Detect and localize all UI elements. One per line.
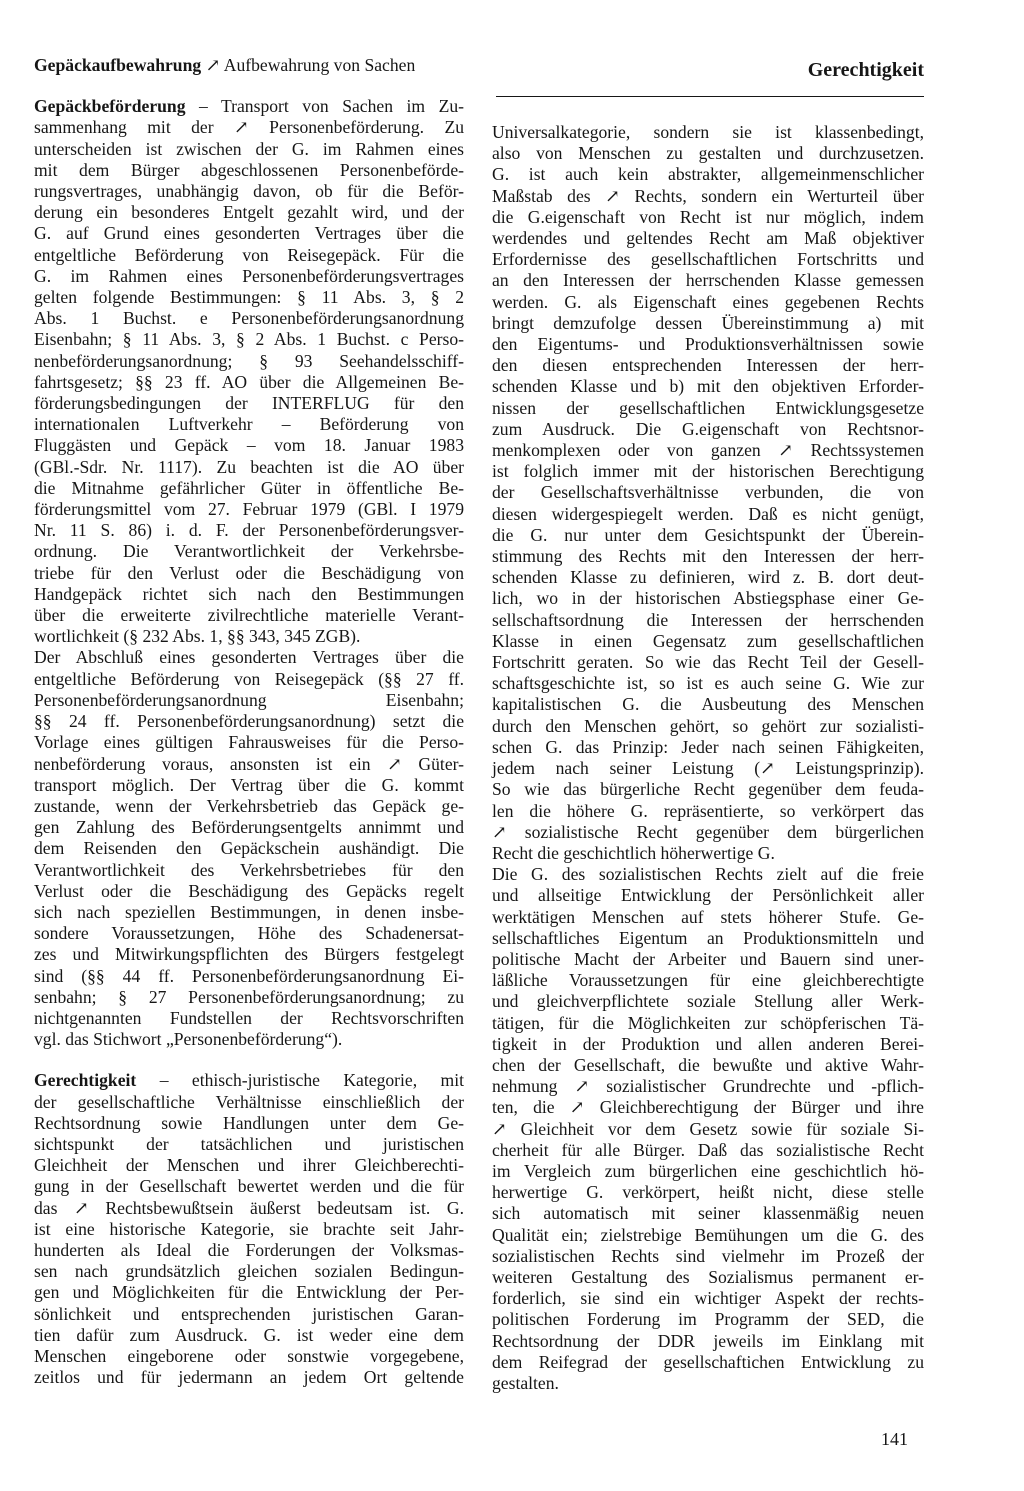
line-text: vgl. das Stichwort „Personenbeförderung“). xyxy=(34,1029,343,1050)
text-line xyxy=(34,139,464,160)
text-line xyxy=(34,1282,464,1303)
text-line xyxy=(34,541,464,562)
line-text: bringt demzufolge dessen Übereinstimmung a) mit xyxy=(492,312,924,333)
line-text: Die G. des sozialistischen Rechts zielt auf die freie xyxy=(492,864,924,885)
line-text: gestalten. xyxy=(492,1372,559,1393)
line-text: unterscheiden ist zwischen der G. im Rahmen eines xyxy=(34,138,464,159)
line-text: Der Abschluß eines gesonderten Vertrages über die xyxy=(34,647,464,668)
line-text: läßliche Voraussetzungen für eine gleichberechtigte xyxy=(492,970,924,991)
line-text: gung in der Gesellschaft bewertet werden und die für xyxy=(34,1176,464,1197)
text-line xyxy=(492,1161,924,1182)
text-line xyxy=(34,732,464,753)
text-line xyxy=(492,716,924,737)
text-line xyxy=(492,843,924,864)
line-text: Rechtsordnung sowie Handlungen unter dem Ge- xyxy=(34,1112,464,1133)
line-text: schen G. das Prinzip: Jeder nach seinen Fähigkeiten, xyxy=(492,736,924,757)
line-text: an den Interessen der herrschenden Klasse gemessen xyxy=(492,270,924,291)
text-line xyxy=(492,991,924,1012)
text-line xyxy=(492,1182,924,1203)
line-text: schenden Klasse zu definieren, wird z. B. dort deut- xyxy=(492,567,924,588)
line-text: Personenbeförderungsanordnung Eisenbahn; xyxy=(34,689,464,710)
line-text: mit dem Bürger abgeschlossenen Personenbeförde- xyxy=(34,159,464,180)
text-line xyxy=(34,881,464,902)
text-line xyxy=(492,1034,924,1055)
line-text: politischen Forderung im Programm der SED, die xyxy=(492,1309,924,1330)
text-line xyxy=(492,1140,924,1161)
line-text: entgeltliche Beförderung von Reisegepäck (§§ 27 ff. xyxy=(34,668,464,689)
text-line xyxy=(34,202,464,223)
line-text: ist eine historische Kategorie, sie brachte seit Jahr- xyxy=(34,1218,464,1239)
line-text: ↗ sozialistische Recht gegenüber dem bürgerlichen xyxy=(492,821,924,842)
text-line xyxy=(492,186,924,207)
line-text: hunderten als Ideal die Forderungen der Volksmas- xyxy=(34,1239,464,1260)
text-line xyxy=(34,563,464,584)
text-line xyxy=(492,801,924,822)
line-text: den Eigentums- und Produktionsverhältnissen sowie xyxy=(492,334,924,355)
line-text: nenbeförderungsanordnung; § 93 Seehandelsschiff- xyxy=(34,350,464,371)
line-text: Verlust oder die Beschädigung des Gepäcks regelt xyxy=(34,880,464,901)
running-head: Gerechtigkeit xyxy=(807,59,924,81)
text-line xyxy=(492,122,924,143)
text-line xyxy=(34,944,464,965)
text-line xyxy=(34,1092,464,1113)
line-text: gen und Möglichkeiten für die Entwicklung der Per- xyxy=(34,1282,464,1303)
line-text: also von Menschen zu gestalten und durchzusetzen. xyxy=(492,143,924,164)
line-text: transport möglich. Der Vertrag über die G. kommt xyxy=(34,774,464,795)
text-line xyxy=(492,482,924,503)
text-line xyxy=(34,308,464,329)
line-text: nichtgenannten Fundstellen der Rechtsvorschriften xyxy=(34,1007,464,1028)
text-line xyxy=(34,605,464,626)
text-line xyxy=(492,504,924,525)
text-line xyxy=(34,754,464,775)
line-text: Qualität ein; zielstrebige Bemühungen um die G. des xyxy=(492,1224,924,1245)
text-line xyxy=(34,690,464,711)
line-text: gen Zahlung des Beförderungsentgelts annimmt und xyxy=(34,817,464,838)
line-text: durch den Menschen gehört, so gehört zur sozialisti- xyxy=(492,715,924,736)
entry-heading-line xyxy=(34,55,464,76)
text-line xyxy=(34,860,464,881)
line-text: nissen der gesellschaftlichen Entwicklungsgesetze xyxy=(492,397,924,418)
text-line xyxy=(34,669,464,690)
page-number: 141 xyxy=(881,1429,908,1449)
text-line xyxy=(34,1304,464,1325)
text-line xyxy=(492,355,924,376)
line-text: rungsvertrages, unabhängig davon, ob für die Beför- xyxy=(34,181,464,202)
line-text: politische Macht der Arbeiter und Bauern sind uner- xyxy=(492,948,924,969)
text-line xyxy=(34,329,464,350)
text-line xyxy=(492,546,924,567)
line-text: forderlich, sie sind ein wichtiger Aspekt der rechts- xyxy=(492,1288,924,1309)
text-line xyxy=(492,694,924,715)
line-text: Fluggästen und Gepäck – vom 18. Januar 1983 xyxy=(34,435,464,456)
text-line xyxy=(492,885,924,906)
text-line xyxy=(492,949,924,970)
line-text: gelten folgende Bestimmungen: § 11 Abs. 3, § 2 xyxy=(34,287,464,308)
line-text: sich nach speziellen Bestimmungen, in denen insbe- xyxy=(34,901,464,922)
text-line xyxy=(34,987,464,1008)
text-line xyxy=(34,223,464,244)
line-text: zum Ausdruck. Die G.eigenschaft von Rechtsnor- xyxy=(492,418,924,439)
text-line xyxy=(34,266,464,287)
line-text: werktätigen Menschen auf stets höherer Stufe. Ge- xyxy=(492,906,924,927)
text-line xyxy=(492,313,924,334)
text-line xyxy=(34,181,464,202)
line-text: Klasse in einen Gegensatz zum gesellschaftlichen xyxy=(492,630,924,651)
text-line xyxy=(34,1176,464,1197)
text-line xyxy=(492,567,924,588)
text-line xyxy=(492,1331,924,1352)
line-text: tätigen, für die Möglichkeiten zur schöpferischen Tä- xyxy=(492,1012,924,1033)
line-text: senbahn; § 27 Personenbeförderungsanordnung; zu xyxy=(34,986,464,1007)
paragraph-gap xyxy=(34,1050,464,1070)
text-line xyxy=(34,711,464,732)
line-text: derung ein besonderes Entgelt gezahlt wird, und der xyxy=(34,202,464,223)
line-text: entgeltliche Beförderung von Reisegepäck. Für die xyxy=(34,244,464,265)
text-line xyxy=(492,461,924,482)
text-line xyxy=(492,164,924,185)
text-line xyxy=(34,1240,464,1261)
line-text: sellschaftliches Eigentum an Produktionsmitteln und xyxy=(492,927,924,948)
left-column xyxy=(34,55,464,1388)
line-text: die G.eigenschaft von Recht ist nur möglich, indem xyxy=(492,206,924,227)
text-line xyxy=(492,292,924,313)
text-line xyxy=(34,1029,464,1050)
line-text: förderungsbedingungen der INTERFLUG für den xyxy=(34,393,464,414)
text-line xyxy=(492,1055,924,1076)
line-text: nehmung ↗ sozialistischer Grundrechte und -pflich- xyxy=(492,1076,924,1097)
line-text: G. auf Grund eines gesonderten Vertrages über die xyxy=(34,223,464,244)
text-line xyxy=(492,1267,924,1288)
line-text: diesen widergespiegelt werden. Daß es nicht genügt, xyxy=(492,503,924,524)
text-line xyxy=(34,1113,464,1134)
text-line xyxy=(492,376,924,397)
text-line xyxy=(34,478,464,499)
text-line xyxy=(34,245,464,266)
text-line xyxy=(34,1155,464,1176)
text-line xyxy=(492,1013,924,1034)
line-text: weiteren Gestaltung des Sozialismus permanent er- xyxy=(492,1266,924,1287)
text-line xyxy=(492,228,924,249)
text-line xyxy=(492,249,924,270)
text-line xyxy=(492,1097,924,1118)
line-text: fahrtsgesetz; §§ 23 ff. AO über die Allgemeinen Be- xyxy=(34,371,464,392)
text-line xyxy=(34,817,464,838)
entry-heading-line xyxy=(34,96,464,117)
line-text: tien dafür zum Ausdruck. G. ist weder eine dem xyxy=(34,1324,464,1345)
text-line xyxy=(34,923,464,944)
line-text: internationalen Luftverkehr – Beförderung von xyxy=(34,414,464,435)
entry-headword: Gepäckbeförderung xyxy=(34,96,186,117)
text-line xyxy=(34,838,464,859)
line-text: sich automatisch mit seiner klassenmäßig neuen xyxy=(492,1203,924,1224)
text-line xyxy=(492,1352,924,1373)
text-line xyxy=(492,207,924,228)
line-text: und allseitige Entwicklung der Persönlichkeit aller xyxy=(492,885,924,906)
text-line xyxy=(34,351,464,372)
line-text: Maßstab des ↗ Rechts, sondern ein Werturteil über xyxy=(492,185,924,206)
line-text: sammenhang mit der ↗ Personenbeförderung. Zu xyxy=(34,117,464,138)
line-text: der gesellschaftliche Verhältnisse einschließlich der xyxy=(34,1091,464,1112)
line-text: chen der Gesellschaft, die bewußte und aktive Wahr- xyxy=(492,1054,924,1075)
text-line xyxy=(492,758,924,779)
text-line xyxy=(34,1198,464,1219)
line-text: Erfordernisse des gesellschaftlichen Fortschritts und xyxy=(492,249,924,270)
line-text: die G. nur unter dem Gesichtspunkt der Überein- xyxy=(492,524,924,545)
text-line xyxy=(34,1346,464,1367)
line-text: So wie das bürgerliche Recht gegenüber dem feuda- xyxy=(492,779,924,800)
line-text: Fortschritt geraten. So wie das Recht Teil der Gesell- xyxy=(492,652,924,673)
text-line xyxy=(492,822,924,843)
text-line xyxy=(34,626,464,647)
text-line xyxy=(492,1119,924,1140)
line-text: zeitlos und für jedermann an jedem Ort geltende xyxy=(34,1367,464,1388)
line-text: jedem nach seiner Leistung (↗ Leistungsprinzip). xyxy=(492,758,924,779)
line-text: dem Reifegrad der gesellschaftichen Entwicklung zu xyxy=(492,1351,924,1372)
text-line xyxy=(492,1203,924,1224)
text-line xyxy=(34,1219,464,1240)
line-text: sönlichkeit und entsprechenden juristischen Garan- xyxy=(34,1303,464,1324)
text-line xyxy=(492,737,924,758)
text-line xyxy=(492,928,924,949)
line-text: sondere Voraussetzungen, Höhe des Schadenersat- xyxy=(34,923,464,944)
text-line xyxy=(492,631,924,652)
line-text: – Transport von Sachen im Zu- xyxy=(185,96,464,117)
line-text: die Mitnahme gefährlicher Güter in öffentliche Be- xyxy=(34,477,464,498)
line-text: kapitalistischen G. die Ausbeutung des Menschen xyxy=(492,694,924,715)
text-line xyxy=(34,796,464,817)
text-line xyxy=(492,334,924,355)
text-line xyxy=(34,414,464,435)
text-line xyxy=(34,457,464,478)
line-text: das ↗ Rechtsbewußtsein äußerst bedeutsam ist. G. xyxy=(34,1197,464,1218)
line-text: werden. G. als Eigenschaft eines gegebenen Rechts xyxy=(492,291,924,312)
text-line xyxy=(34,584,464,605)
line-text: lich, wo in der historischen Abstiegsphase einer Ge- xyxy=(492,588,924,609)
line-text: werdendes und geltendes Recht am Maß objektiver xyxy=(492,228,924,249)
text-line xyxy=(492,588,924,609)
line-text: sind (§§ 44 ff. Personenbeförderungsanordnung Ei- xyxy=(34,965,464,986)
line-text: stimmung des Rechts mit den Interessen der herr- xyxy=(492,546,924,567)
line-text: zustande, wenn der Verkehrsbetrieb das Gepäck ge- xyxy=(34,795,464,816)
line-text: zes und Mitwirkungspflichten des Bürgers festgelegt xyxy=(34,944,464,965)
line-text: cherheit für alle Bürger. Daß das sozialistische Recht xyxy=(492,1139,924,1160)
line-text: schaftsgeschichte ist, so ist es auch seine G. Wie zur xyxy=(492,673,924,694)
text-line xyxy=(34,966,464,987)
line-text: triebe für den Verlust oder die Beschädigung von xyxy=(34,562,464,583)
line-text: Rechtsordnung der DDR jeweils im Einklang mit xyxy=(492,1330,924,1351)
line-text: Nr. 11 S. 86) i. d. F. der Personenbeförderungsver- xyxy=(34,520,464,541)
line-text: Verantwortlichkeit des Verkehrsbetriebes für den xyxy=(34,859,464,880)
line-text: Vorlage eines gültigen Fahrausweises für die Perso- xyxy=(34,732,464,753)
text-line xyxy=(492,1076,924,1097)
text-line xyxy=(492,652,924,673)
line-text: schenden Klasse und b) mit den objektiven Erforder- xyxy=(492,376,924,397)
text-line xyxy=(34,1008,464,1029)
line-text: im Vergleich zum bürgerlichen eine geschichtlich hö- xyxy=(492,1160,924,1181)
line-text: herwertige G. verkörpert, heißt nicht, diese stelle xyxy=(492,1182,924,1203)
line-text: über die erweiterte zivilrechtliche materielle Verant- xyxy=(34,605,464,626)
text-line xyxy=(34,902,464,923)
line-text: menkomplexen oder von ganzen ↗ Rechtssystemen xyxy=(492,440,924,461)
entry-headword: Gerechtigkeit xyxy=(34,1070,137,1091)
line-text: §§ 24 ff. Personenbeförderungsanordnung) setzt die xyxy=(34,711,464,732)
line-text: Handgepäck richtet sich nach den Bestimmungen xyxy=(34,583,464,604)
text-line xyxy=(492,610,924,631)
line-text: Menschen eingeborene oder sonstwie vorgegebene, xyxy=(34,1345,464,1366)
text-line xyxy=(34,647,464,668)
line-text: ↗ Aufbewahrung von Sachen xyxy=(201,55,416,75)
line-text: len die höhere G. repräsentierte, so verkörpert das xyxy=(492,800,924,821)
text-line xyxy=(492,419,924,440)
right-column xyxy=(492,122,924,1394)
line-text: sichtspunkt der tatsächlichen und juristischen xyxy=(34,1133,464,1154)
line-text: den diesen entsprechenden Interessen der herr- xyxy=(492,355,924,376)
text-line xyxy=(34,1261,464,1282)
line-text: ↗ Gleichheit vor dem Gesetz sowie für soziale Si- xyxy=(492,1118,924,1139)
line-text: Recht die geschichtlich höherwertige G. xyxy=(492,842,775,863)
line-text: Abs. 1 Buchst. e Personenbeförderungsanordnung xyxy=(34,308,464,329)
entry-headword: Gepäckaufbewahrung xyxy=(34,55,202,75)
header-rule xyxy=(496,96,924,97)
text-line xyxy=(34,117,464,138)
line-text: – ethisch-juristische Kategorie, mit xyxy=(136,1070,464,1091)
line-text: sellschaftsordnung die Interessen der herrschenden xyxy=(492,609,924,630)
text-line xyxy=(34,160,464,181)
line-text: sozialistischen Rechts sind vielmehr im Prozeß der xyxy=(492,1245,924,1266)
text-line xyxy=(34,1325,464,1346)
text-line xyxy=(492,864,924,885)
text-line xyxy=(492,1309,924,1330)
text-line xyxy=(492,398,924,419)
text-line xyxy=(492,440,924,461)
text-line xyxy=(492,970,924,991)
text-line xyxy=(492,1373,924,1394)
text-line xyxy=(492,525,924,546)
text-line xyxy=(34,775,464,796)
text-line xyxy=(34,1134,464,1155)
line-text: nenbeförderung voraus, ansonsten ist ein ↗ Güter- xyxy=(34,753,464,774)
line-text: Gleichheit der Menschen und ihrer Gleichberechti- xyxy=(34,1155,464,1176)
text-line xyxy=(34,520,464,541)
text-line xyxy=(492,1246,924,1267)
line-text: G. ist auch kein abstrakter, allgemeinmenschlicher xyxy=(492,164,924,185)
paragraph-gap xyxy=(34,76,464,96)
text-line xyxy=(492,907,924,928)
text-line xyxy=(34,393,464,414)
line-text: wortlichkeit (§ 232 Abs. 1, §§ 343, 345 ZGB). xyxy=(34,626,361,647)
line-text: ten, die ↗ Gleichberechtigung der Bürger und ihre xyxy=(492,1097,924,1118)
text-line xyxy=(34,287,464,308)
line-text: (GBl.-Sdr. Nr. 1117). Zu beachten ist die AO über xyxy=(34,456,464,477)
text-line xyxy=(492,143,924,164)
text-line xyxy=(34,499,464,520)
line-text: ordnung. Die Verantwortlichkeit der Verkehrsbe- xyxy=(34,541,464,562)
line-text: der Gesellschaftsverhältnisse verbunden, die von xyxy=(492,482,924,503)
text-line xyxy=(34,435,464,456)
text-line xyxy=(492,1225,924,1246)
text-line xyxy=(492,270,924,291)
line-text: förderungsmittel vom 27. Februar 1979 (GBl. I 1979 xyxy=(34,499,464,520)
entry-heading-line xyxy=(34,1070,464,1091)
text-line xyxy=(492,779,924,800)
text-line xyxy=(492,1288,924,1309)
line-text: ist folglich immer mit der historischen Berechtigung xyxy=(492,461,924,482)
text-line xyxy=(34,372,464,393)
text-line xyxy=(34,1367,464,1388)
text-line xyxy=(492,673,924,694)
line-text: und gleichverpflichtete soziale Stellung aller Werk- xyxy=(492,991,924,1012)
line-text: tigkeit in der Produktion und allen anderen Berei- xyxy=(492,1033,924,1054)
line-text: G. im Rahmen eines Personenbeförderungsvertrages xyxy=(34,265,464,286)
line-text: sen nach grundsätzlich gleichen sozialen Bedingun- xyxy=(34,1261,464,1282)
line-text: Eisenbahn; § 11 Abs. 3, § 2 Abs. 1 Buchst. c Perso- xyxy=(34,329,464,350)
line-text: Universalkategorie, sondern sie ist klassenbedingt, xyxy=(492,122,924,142)
line-text: dem Reisenden den Gepäckschein aushändigt. Die xyxy=(34,838,464,859)
